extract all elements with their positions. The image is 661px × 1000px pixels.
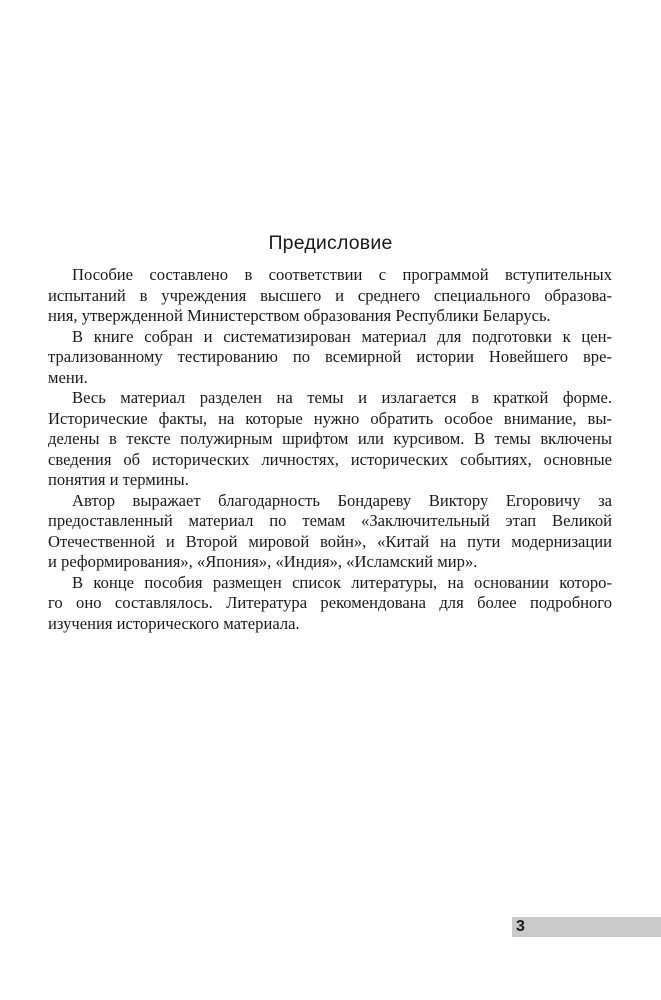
paragraph-3-line-5: понятия и термины. [48, 470, 189, 489]
preface-text [48, 265, 612, 634]
paragraph-4-line-2: предоставленный материал по темам «Заключительный этап Великой [48, 511, 612, 530]
paragraph-1-line-3: ния, утвержденной Министерством образования Республики Беларусь. [48, 306, 551, 325]
paragraph-5-line-3: изучения исторического материала. [48, 613, 300, 633]
page-number-bar [512, 917, 661, 937]
paragraph-3-line-3: делены в тексте полужирным шрифтом или курсивом. В темы включены [48, 429, 612, 448]
paragraph-5-line-2: го оно составлялось. Литература рекомендована для более подробного [48, 593, 612, 612]
paragraph-3-line-4: сведения об исторических личностях, исторических событиях, основные [48, 449, 612, 469]
paragraph-4-line-3: Отечественной и Второй мировой войн», «Китай на пути модернизации [48, 531, 612, 551]
paragraph-2-line-3: мени. [48, 367, 88, 387]
paragraph-2-line-2: трализованному тестированию по всемирной истории Новейшего вре- [48, 347, 612, 366]
page-title: Предисловие [268, 232, 393, 254]
paragraph-5-line-1: В конце пособия размещен список литературы, на основании которо- [72, 572, 612, 592]
paragraph-1-line-1: Пособие составлено в соответствии с программой вступительных [72, 265, 612, 284]
paragraph-3-line-1: Весь материал разделен на темы и излагается в краткой форме. [72, 388, 612, 407]
paragraph-4-line-4: и реформирования», «Япония», «Индия», «Исламский мир». [48, 552, 478, 571]
paragraph-2-line-1: В книге собран и систематизирован материал для подготовки к цен- [72, 326, 612, 346]
page-number: 3 [516, 918, 525, 935]
paragraph-4-line-1: Автор выражает благодарность Бондареву Виктору Егоровичу за [72, 490, 612, 510]
paragraph-3-line-2: Исторические факты, на которые нужно обратить особое внимание, вы- [48, 408, 612, 428]
paragraph-1-line-2: испытаний в учреждения высшего и среднего специального образова- [48, 285, 612, 305]
